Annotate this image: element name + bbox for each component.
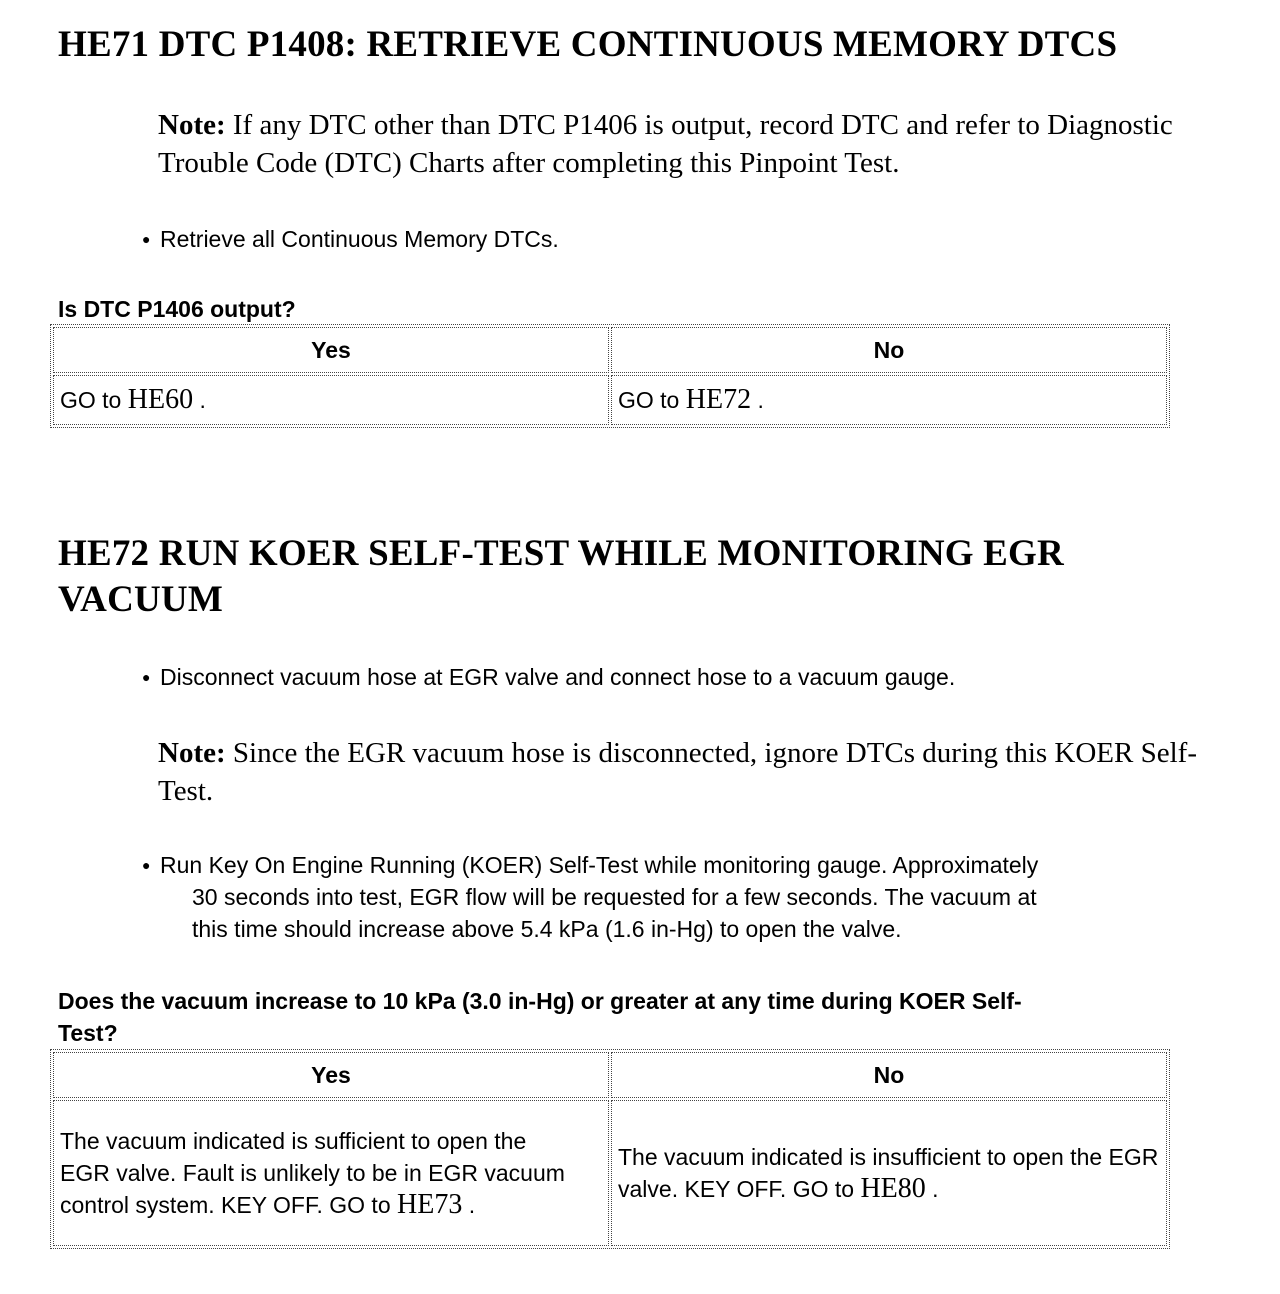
yes-header: Yes xyxy=(53,1052,609,1098)
he72-title-line1: HE72 RUN KOER SELF-TEST WHILE MONITORING EGR xyxy=(58,533,1064,574)
he72-bullet-2-line1: Run Key On Engine Running (KOER) Self-Test while monitoring gauge. Approximately xyxy=(160,852,1039,878)
he72-question-line1: Does the vacuum increase to 10 kPa (3.0 in-Hg) or greater at any time during KOER Self- xyxy=(58,988,1022,1014)
he72-note xyxy=(158,734,1218,810)
he71-note xyxy=(158,106,1198,182)
he71-note-label: Note: xyxy=(158,109,226,141)
no-header: No xyxy=(611,1052,1167,1098)
he72-note-label: Note: xyxy=(158,737,226,769)
he72-bullet-2-line3: this time should increase above 5.4 kPa (1.6 in-Hg) to open the valve. xyxy=(192,916,902,942)
yes-text: The vacuum indicated is sufficient to open the EGR valve. Fault is unlikely to be in EGR vacuum control system. KEY OFF. GO to xyxy=(60,1128,565,1218)
he72-link[interactable]: HE72 xyxy=(685,384,752,415)
no-header: No xyxy=(611,327,1167,373)
yes-suffix: . xyxy=(193,387,206,413)
bullet-icon: ● xyxy=(142,669,151,685)
table-header-row xyxy=(53,327,1167,373)
he72-question-line2: Test? xyxy=(58,1020,118,1046)
yes-prefix: GO to xyxy=(60,387,128,413)
he71-title: HE71 DTC P1408: RETRIEVE CONTINUOUS MEMORY DTCS xyxy=(58,24,1118,65)
he73-link[interactable]: HE73 xyxy=(397,1189,463,1220)
bullet-icon: ● xyxy=(142,231,151,247)
no-prefix: GO to xyxy=(618,387,686,413)
he71-bullet-1 xyxy=(138,223,559,255)
he71-note-text: If any DTC other than DTC P1406 is output, record DTC and refer to Diagnostic Trouble Code (DTC) Charts after completing this Pinpoint Test. xyxy=(158,109,1173,179)
he72-note-text: Since the EGR vacuum hose is disconnected, ignore DTCs during this KOER Self-Test. xyxy=(158,737,1197,807)
no-suffix: . xyxy=(751,387,764,413)
he71-bullet-1-text: Retrieve all Continuous Memory DTCs. xyxy=(160,226,559,252)
no-cell xyxy=(611,375,1167,425)
he72-bullet-1 xyxy=(138,661,955,693)
he72-title-line2: VACUUM xyxy=(58,579,223,620)
he71-answer-table xyxy=(50,324,1170,428)
he72-title xyxy=(58,531,1064,623)
table-row xyxy=(53,1100,1167,1246)
no-text: The vacuum indicated is insufficient to open the EGR valve. KEY OFF. GO to xyxy=(618,1144,1159,1202)
yes-cell xyxy=(53,375,609,425)
he71-question: Is DTC P1406 output? xyxy=(58,296,296,322)
he72-bullet-2 xyxy=(138,849,1038,945)
yes-cell xyxy=(53,1100,609,1246)
yes-header: Yes xyxy=(53,327,609,373)
yes-suffix: . xyxy=(462,1192,476,1218)
he72-bullet-2-line2: 30 seconds into test, EGR flow will be requested for a few seconds. The vacuum at xyxy=(192,884,1037,910)
no-suffix: . xyxy=(925,1176,939,1202)
he60-link[interactable]: HE60 xyxy=(127,384,194,415)
table-header-row xyxy=(53,1052,1167,1098)
he72-bullet-1-text: Disconnect vacuum hose at EGR valve and connect hose to a vacuum gauge. xyxy=(160,664,956,690)
he72-question xyxy=(58,985,1022,1049)
table-row xyxy=(53,375,1167,425)
he72-answer-table xyxy=(50,1049,1170,1249)
no-cell xyxy=(611,1100,1167,1246)
he80-link[interactable]: HE80 xyxy=(860,1173,926,1204)
bullet-icon: ● xyxy=(142,857,151,873)
